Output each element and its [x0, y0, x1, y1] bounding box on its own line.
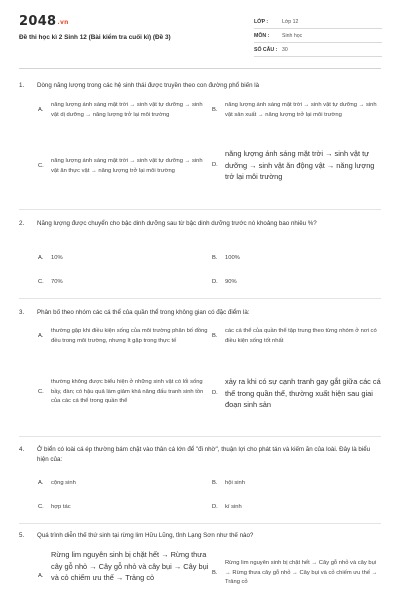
option-a[interactable] — [38, 101, 210, 120]
question-text: Năng lượng được chuyển cho bậc dinh dưỡng sau từ bậc dinh dưỡng trước nó khoảng bao nhiêu %? — [37, 220, 317, 227]
option-text: Rừng lim nguyên sinh bị chặt hết → Rừng thưa cây gỗ nhỏ → Cây gỗ nhỏ và cây bụi → Cây bụi và cỏ chiếm ưu thế → Trảng cỏ — [51, 550, 209, 582]
option-text: Rừng lim nguyên sinh bị chặt hết → Cây gỗ nhỏ và cây bụi → Rừng thưa cây gỗ nhỏ → Cây bụi và cỏ chiếm ưu thế → Trảng cỏ — [225, 560, 378, 585]
question-number: 3. — [19, 309, 25, 316]
question-2 — [19, 219, 381, 229]
question-1 — [19, 81, 381, 91]
question-number: 2. — [19, 220, 25, 227]
site-logo[interactable]: 2048.vn — [19, 14, 69, 29]
option-text: 10% — [51, 255, 63, 261]
meta-count-row — [254, 44, 382, 57]
question-text: Ở biển có loài cá ép thường bám chặt vào thân cá lớn để "đi nhờ", thuận lợi cho phát tán và kiếm ăn của loài. Đây là biểu hiện của: — [37, 446, 371, 463]
option-text: năng lượng ánh sáng mặt trời → sinh vật tự dưỡng → sinh vật sản xuất → năng lượng trở lại môi trường — [225, 102, 377, 118]
option-letter: D. — [212, 279, 218, 285]
option-b[interactable] — [212, 254, 382, 264]
option-letter: C. — [38, 504, 44, 510]
option-text: năng lượng ánh sáng mặt trời → sinh vật tự dưỡng → sinh vật dị dưỡng → năng lượng trở lại môi trường — [51, 102, 203, 118]
option-letter: A. — [38, 480, 44, 486]
option-text: cộng sinh — [51, 480, 76, 486]
option-letter: D. — [212, 389, 218, 396]
question-separator — [19, 298, 381, 299]
question-number: 4. — [19, 446, 25, 453]
option-letter: B. — [212, 332, 218, 339]
option-d[interactable] — [212, 278, 382, 288]
option-text: xảy ra khi có sự cạnh tranh gay gắt giữa các cá thể trong quần thể, thường xuất hiện sau giai đoạn sinh sản — [225, 377, 381, 409]
meta-count-label: SỐ CÂU : — [254, 47, 278, 53]
option-d[interactable] — [212, 148, 382, 183]
option-text: năng lượng ánh sáng mặt trời → sinh vật tự dưỡng → sinh vật ăn thực vật → năng lượng trở lại môi trường — [51, 158, 203, 174]
option-c[interactable] — [38, 503, 210, 513]
option-text: năng lượng ánh sáng mặt trời → sinh vật tự dưỡng → sinh vật ăn động vật → năng lượng trở lại môi trường — [225, 149, 375, 181]
question-4 — [19, 445, 381, 465]
option-letter: B. — [212, 255, 218, 261]
meta-subject-row — [254, 30, 382, 43]
option-c[interactable] — [38, 378, 210, 407]
option-text: thường gặp khi điều kiện sống của môi trường phân bố đồng đều trong môi trường, nhưng ít gặp trong thực tế — [51, 328, 208, 344]
option-a[interactable] — [38, 479, 210, 489]
option-letter: A. — [38, 573, 44, 579]
exam-title: Đề thi học kì 2 Sinh 12 (Bài kiểm tra cuối kì) (Đề 3) — [19, 34, 171, 41]
header-divider — [19, 68, 381, 69]
option-c[interactable] — [38, 157, 210, 176]
option-text: thường không được biểu hiện ở những sinh vật có lối sống bầy, đàn; có hậu quả làm giảm khả năng đấu tranh sinh tồn của các cá thể trong quần thể — [51, 379, 204, 404]
question-separator — [19, 523, 381, 524]
question-separator — [19, 209, 381, 210]
option-b[interactable] — [212, 327, 382, 346]
meta-subject-label: MÔN : — [254, 33, 270, 39]
option-letter: B. — [212, 106, 218, 113]
option-a[interactable] — [38, 254, 210, 264]
exam-meta — [254, 16, 382, 58]
option-b[interactable] — [212, 101, 382, 120]
option-b[interactable] — [212, 559, 382, 599]
option-a[interactable] — [38, 549, 210, 599]
option-text: hợp tác — [51, 504, 71, 510]
option-letter: C. — [38, 279, 44, 285]
option-c[interactable] — [38, 278, 210, 288]
option-letter: A. — [38, 255, 44, 261]
option-d[interactable] — [212, 503, 382, 513]
option-text: 90% — [225, 279, 237, 285]
meta-class-row — [254, 16, 382, 29]
option-b[interactable] — [212, 479, 382, 489]
question-3 — [19, 308, 381, 318]
meta-class-label: LỚP : — [254, 19, 269, 25]
option-text: hội sinh — [225, 480, 245, 486]
question-number: 5. — [19, 532, 25, 539]
option-letter: B. — [212, 480, 218, 486]
option-letter: C. — [38, 388, 44, 395]
option-letter: D. — [212, 504, 218, 510]
question-text: Quá trình diễn thế thứ sinh tại rừng lim Hữu Lũng, tỉnh Lạng Sơn như thế nào? — [37, 532, 254, 539]
option-letter: C. — [38, 162, 44, 169]
option-text: các cá thể của quần thể tập trung theo từng nhóm ở nơi có điều kiện sống tốt nhất — [225, 328, 377, 344]
option-letter: D. — [212, 161, 218, 168]
meta-subject-value: Sinh học — [282, 33, 303, 39]
meta-class-value: Lớp 12 — [282, 19, 299, 25]
option-letter: A. — [38, 332, 44, 339]
question-text: Phân bố theo nhóm các cá thể của quần thể trong không gian có đặc điểm là: — [37, 309, 250, 316]
option-text: 70% — [51, 279, 63, 285]
option-letter: A. — [38, 106, 44, 113]
question-5 — [19, 531, 381, 541]
option-text: kí sinh — [225, 504, 242, 510]
meta-count-value: 30 — [282, 47, 288, 53]
option-letter: B. — [212, 570, 218, 576]
option-d[interactable] — [212, 376, 382, 411]
option-text: 100% — [225, 255, 240, 261]
option-a[interactable] — [38, 327, 210, 346]
question-number: 1. — [19, 82, 25, 89]
question-text: Dòng năng lượng trong các hệ sinh thái được truyền theo con đường phổ biến là — [37, 82, 260, 89]
exam-header — [0, 0, 400, 60]
question-separator — [19, 436, 381, 437]
